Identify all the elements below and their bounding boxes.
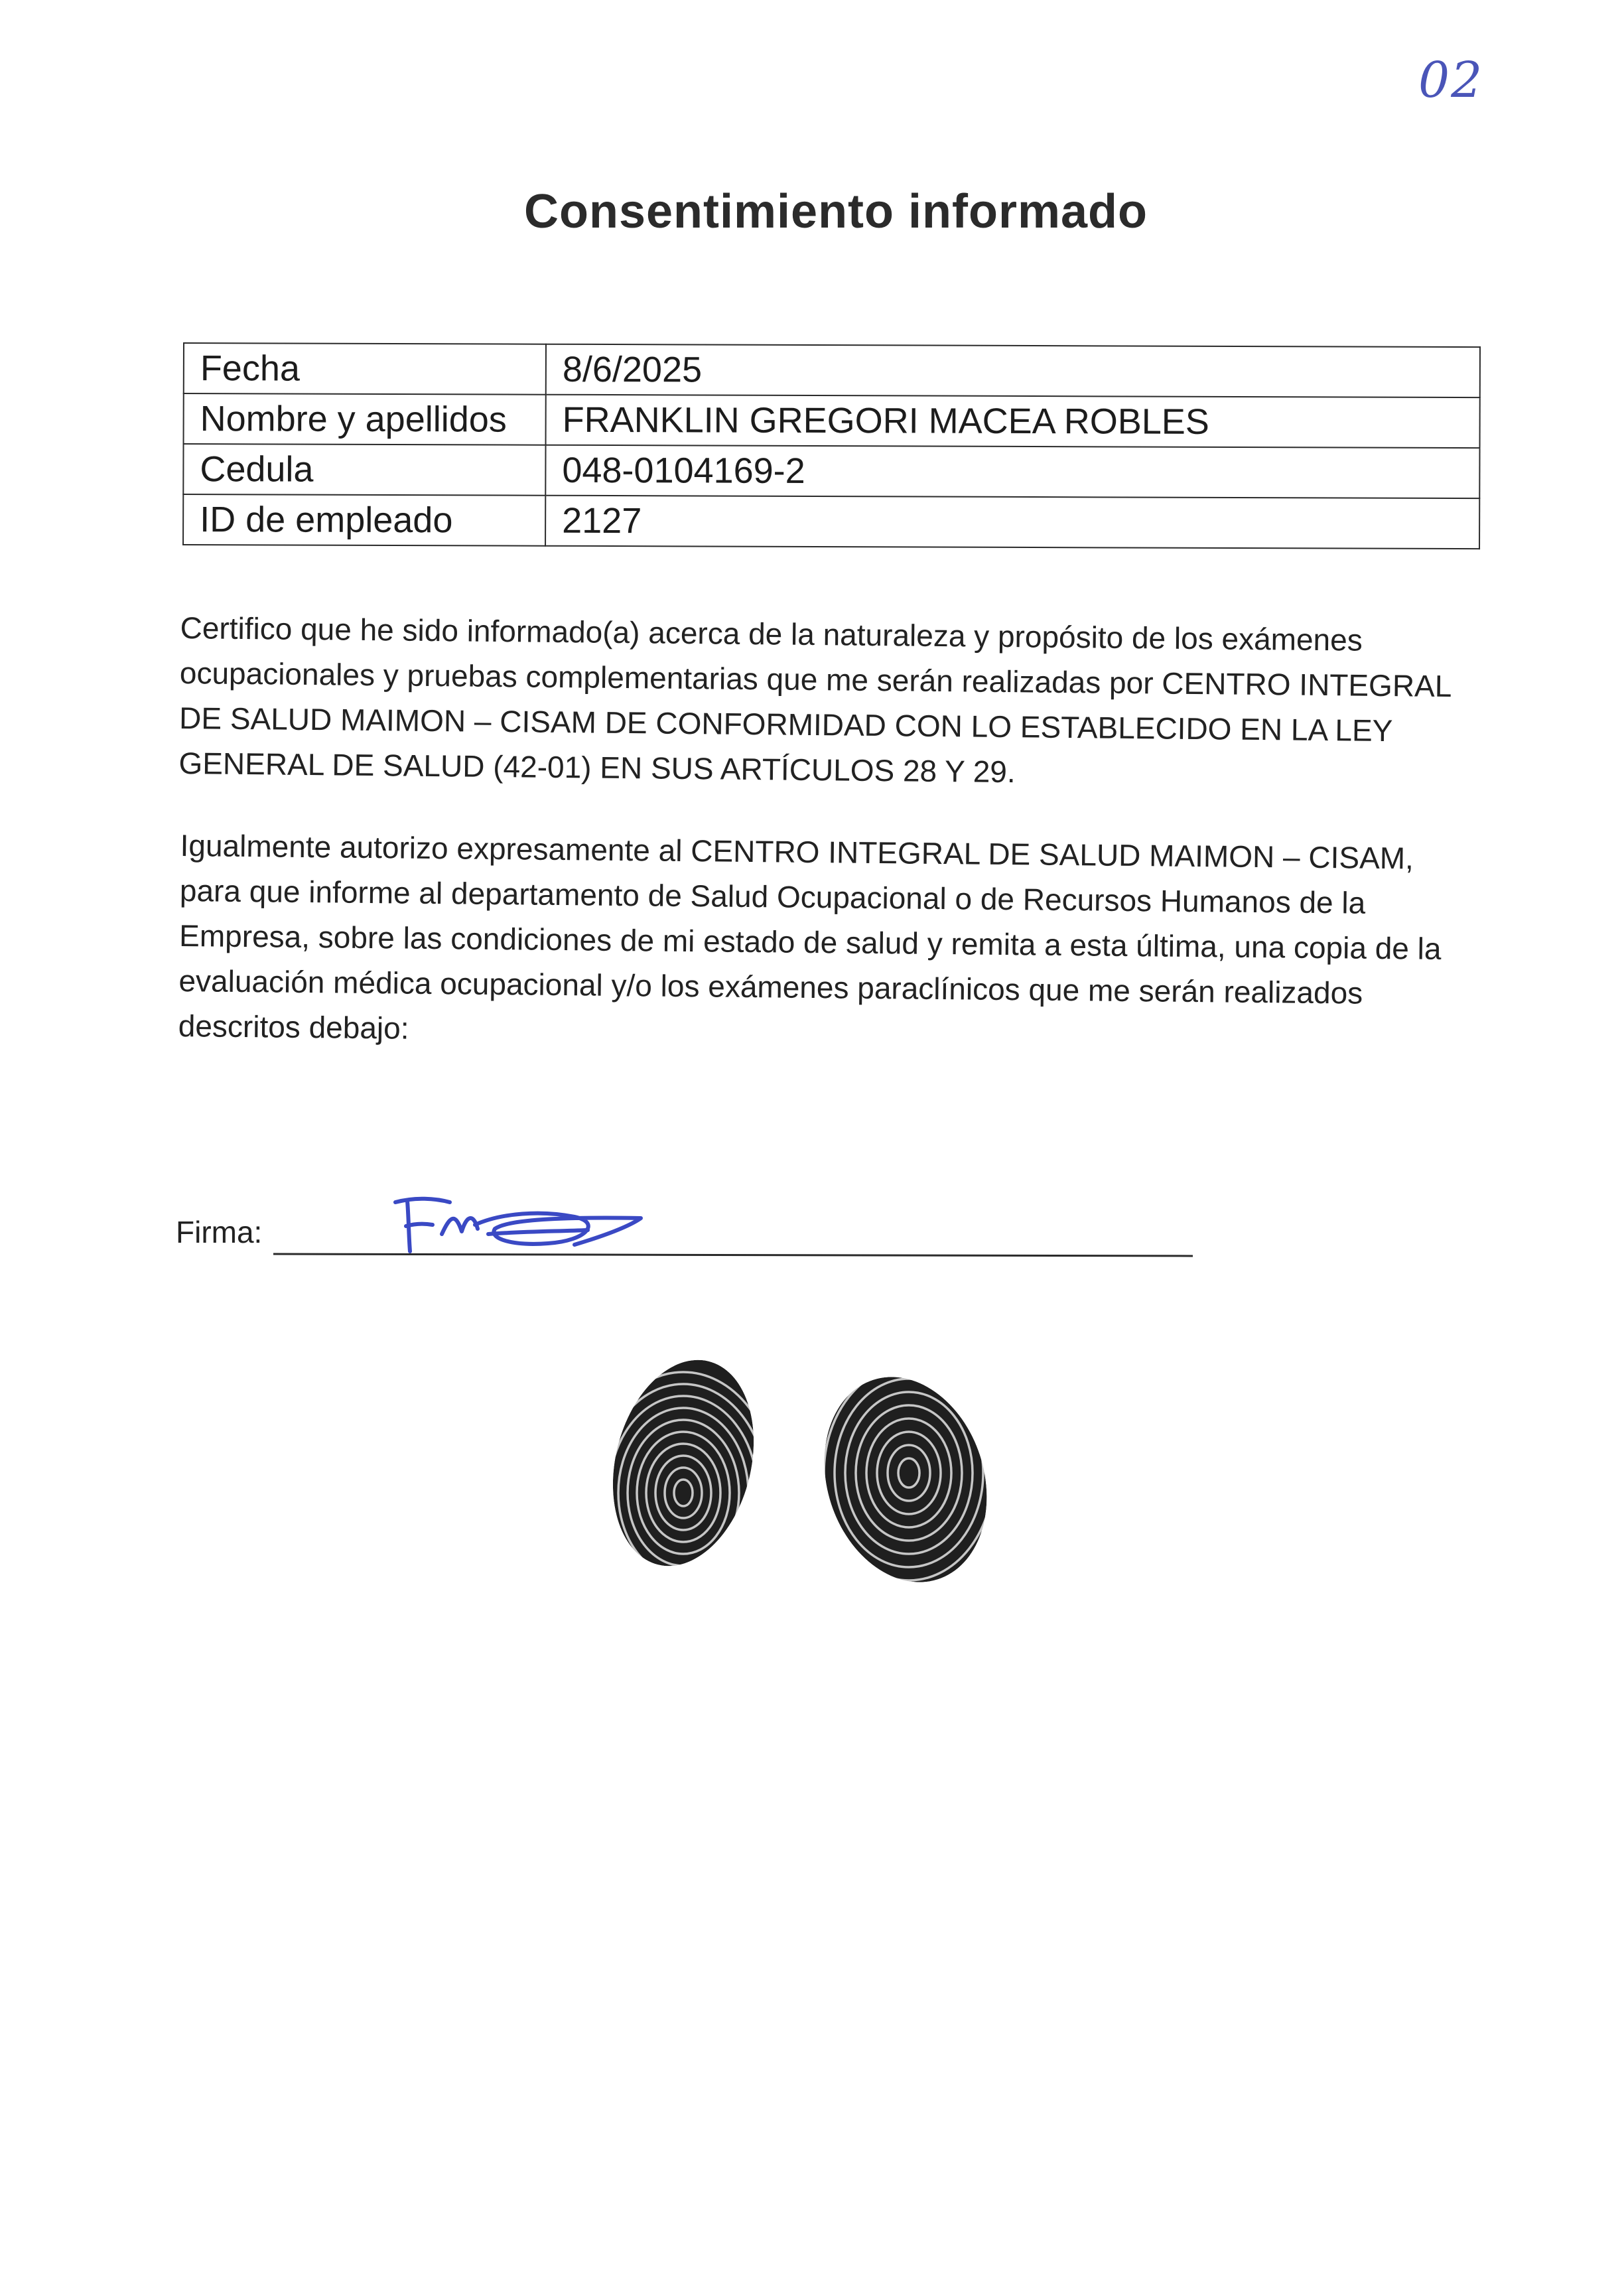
fingerprints (584, 1354, 1022, 1606)
table-row (184, 343, 1480, 397)
id-number-label: Cedula (183, 444, 545, 496)
name-label: Nombre y apellidos (184, 393, 546, 445)
id-number-value: 048-0104169-2 (545, 445, 1479, 498)
table-row (183, 494, 1479, 549)
certification-paragraph: Certifico que he sido informado(a) acerca de la naturaleza y propósito de los exámenes ocupacionales y pruebas complementarias que me serán realizadas por CENTRO INTEGRAL DE SALUD MAIMON – CISAM DE CONFORMIDAD CON LO ESTABLECIDO EN LA LEY GENERAL DE SALUD (42-01) EN SUS ARTÍCULOS 28 Y 29. (178, 610, 1451, 790)
employee-id-label: ID de empleado (183, 494, 545, 546)
date-value: 8/6/2025 (546, 344, 1480, 397)
table-row (184, 393, 1480, 448)
date-label: Fecha (184, 343, 546, 395)
handwritten-page-number: 02 (1418, 52, 1484, 109)
signature-label: Firma: (176, 1215, 263, 1249)
table-row (183, 444, 1479, 498)
authorization-paragraph: Igualmente autorizo expresamente al CENTRO INTEGRAL DE SALUD MAIMON – CISAM, para que informe al departamento de Salud Ocupacional o de Recursos Humanos de la Empresa, sobre las condiciones de mi estado de salud y remita a esta última, una copia de la evaluación médica ocupacional y/o los exámenes paraclínicos que me serán realizados descritos debajo: (178, 827, 1442, 1046)
document-title: Consentimiento informado (524, 185, 1148, 238)
info-table (182, 342, 1481, 549)
handwritten-signature (389, 1188, 667, 1261)
name-value: FRANKLIN GREGORI MACEA ROBLES (546, 395, 1480, 448)
employee-id-value: 2127 (545, 496, 1479, 549)
